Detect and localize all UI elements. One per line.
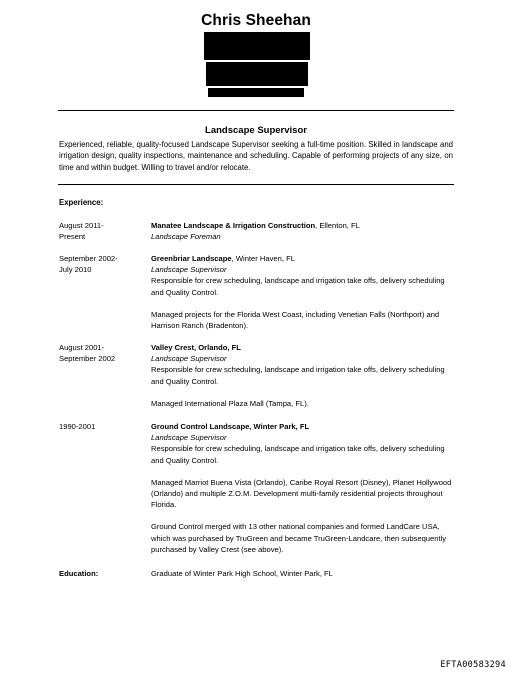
job-description: Managed projects for the Florida West Coast, including Venetian Falls (Northport) and Harrison Ranch (Bradenton). [151, 309, 440, 331]
job-role: Landscape Supervisor [151, 265, 227, 275]
summary-divider [58, 184, 454, 185]
redaction-block [208, 88, 304, 97]
job-description: Managed International Plaza Mall (Tampa, FL). [151, 398, 309, 408]
entry-date: 1990-2001 [59, 422, 96, 431]
entry-body [151, 253, 453, 331]
document-id: EFTA00583294 [440, 660, 506, 670]
job-role: Landscape Supervisor [151, 433, 227, 443]
redaction-block [204, 32, 310, 60]
education-text: Graduate of Winter Park High School, Winter Park, FL [151, 569, 333, 578]
candidate-name: Chris Sheehan [201, 12, 311, 29]
education-heading: Education: [59, 569, 99, 578]
redaction-block [206, 62, 308, 86]
entry-body [151, 421, 453, 555]
company-name: Ground Control Landscape, Winter Park, FL [151, 422, 310, 431]
job-role: Landscape Foreman [151, 232, 221, 242]
entry-date: September 2002- July 2010 [59, 254, 118, 275]
entry-body [151, 342, 453, 409]
company-name: Valley Crest, Orlando, FL [151, 343, 241, 352]
job-description: Responsible for crew scheduling, landscape and irrigation take offs, delivery scheduling and Quality Control. [151, 365, 445, 386]
company-name: Manatee Landscape & Irrigation Construction [151, 221, 316, 230]
experience-heading: Experience: [59, 198, 104, 207]
job-description: Managed Marriot Buena Vista (Orlando), Caribe Royal Resort (Disney), Planet Hollywood (Orlando) and multiple Z.O.M. Development multi-family residential projects throughout Florida. [151, 477, 452, 510]
header-divider [58, 110, 454, 111]
objective-title: Landscape Supervisor [205, 125, 307, 136]
summary-paragraph: Experienced, reliable, quality-focused Landscape Supervisor seeking a full-time position. Skilled in landscape and irrigation design, quality inspections, maintenance and scheduling. Capable of performing projects of any size, on time and within budget. Willing to travel and/or relocate. [59, 140, 453, 172]
entry-date: August 2011- Present [59, 221, 104, 242]
job-description: Ground Control merged with 13 other national companies and formed LandCare USA, which was purchased by TruGreen and became TruGreen-Landcare, then subsequently purchased by Valley Crest (see above). [151, 522, 447, 554]
entry-date: August 2001- September 2002 [59, 343, 116, 364]
company-location: , Ellenton, FL [315, 221, 360, 230]
company-name: Greenbriar Landscape [151, 254, 232, 263]
job-description: Responsible for crew scheduling, landscape and irrigation take offs, delivery scheduling and Quality Control. [151, 444, 445, 465]
company-location: , Winter Haven, FL [231, 254, 295, 263]
job-role: Landscape Supervisor [151, 354, 227, 364]
entry-body [151, 220, 453, 242]
job-description: Responsible for crew scheduling, landscape and irrigation take offs, delivery scheduling and Quality Control. [151, 276, 445, 297]
